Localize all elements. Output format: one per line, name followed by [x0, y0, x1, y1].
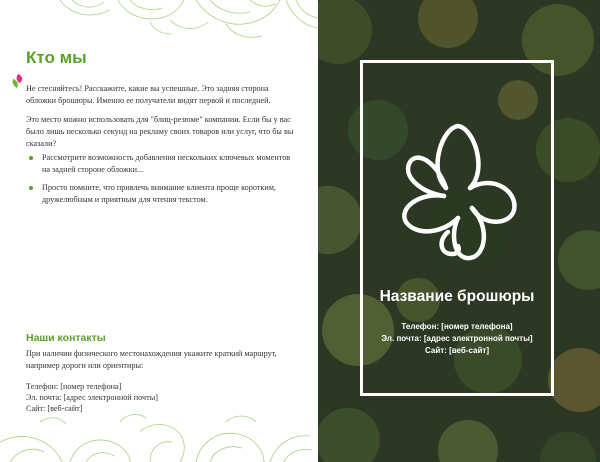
contact-site: Сайт: [веб-сайт] [26, 404, 83, 413]
contact-phone: Телефон: [номер телефона] [26, 382, 122, 391]
directions-paragraph: При наличии физического местонахождения укажите краткий маршрут, например дороги или ориентиры: [26, 349, 277, 370]
brochure-title: Название брошюры [379, 288, 535, 305]
cover-site: Сайт: [веб-сайт] [425, 346, 489, 355]
front-cover-page [318, 0, 600, 462]
flower-outline-icon [398, 122, 518, 262]
floral-border-bottom [0, 392, 318, 462]
bullet-item: Просто помните, что привлечь внимание клиента проще коротким, дружелюбным и приятным для чтения текстом. [26, 182, 294, 206]
contact-email: Эл. почта: [адрес электронной почты] [26, 393, 158, 402]
cover-email: Эл. почта: [адрес электронной почты] [381, 334, 533, 343]
bullet-list [26, 152, 294, 212]
contacts-heading: Наши контакты [26, 332, 106, 344]
floral-border-top [0, 0, 318, 44]
bullet-item: Рассмотрите возможность добавления нескольких ключевых моментов на задней стороне обложки... [26, 152, 294, 176]
leaf-logo-icon [12, 74, 24, 88]
intro-paragraph: Не стесняйтесь! Расскажите, какие вы успешные. Это задняя сторона обложки брошюры. Именно ее получатели видят первой и последней. [26, 84, 271, 105]
summary-paragraph: Это место можно использовать для "блиц-резюме" компании. Если бы у вас было лишь несколько секунд на рекламу своих товаров или услуг, что бы вы сказали? [26, 115, 294, 148]
section-heading: Кто мы [26, 48, 87, 67]
cover-phone: Телефон: [номер телефона] [401, 322, 513, 331]
